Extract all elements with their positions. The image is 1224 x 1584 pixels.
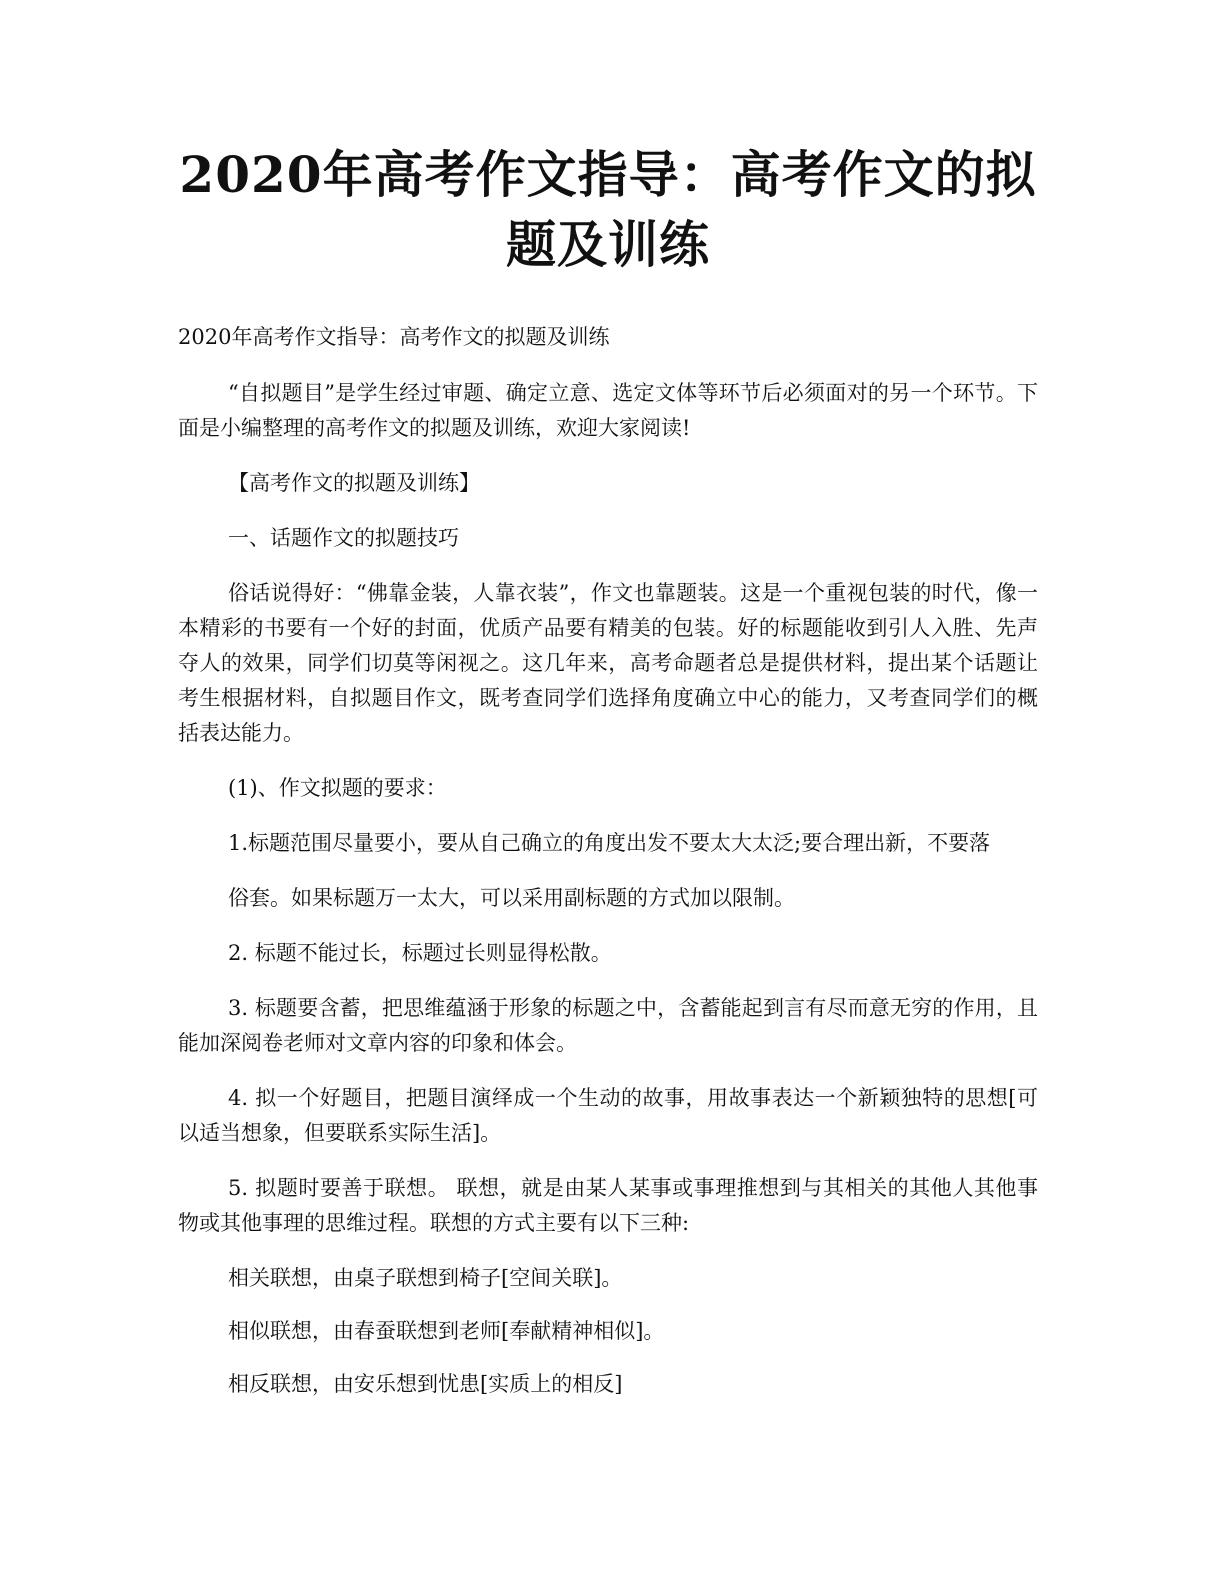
paragraph-requirements-heading: (1)、作文拟题的要求： (228, 776, 447, 800)
paragraph-section-heading: 【高考作文的拟题及训练】 (228, 471, 480, 495)
document-page (178, 140, 1038, 1420)
paragraph-association-similar: 相似联想，由春蚕联想到老师[奉献精神相似]。 (228, 1319, 665, 1343)
paragraph-association-related: 相关联想，由桌子联想到椅子[空间关联]。 (228, 1266, 623, 1290)
paragraph-item-1: 1.标题范围尽量要小，要从自己确立的角度出发不要太大太泛;要合理出新，不要落 (228, 831, 991, 855)
paragraph-item-1-cont: 俗套。如果标题万一太大，可以采用副标题的方式加以限制。 (228, 886, 795, 910)
paragraph-item-5: 5. 拟题时要善于联想。 联想，就是由某人某事或事理推想到与其相关的其他人其他事物或其他事理的思维过程。联想的方式主要有以下三种: (178, 1176, 1038, 1235)
paragraph-intro: “自拟题目”是学生经过审题、确定立意、选定文体等环节后必须面对的另一个环节。下面是小编整理的高考作文的拟题及训练，欢迎大家阅读! (178, 381, 1038, 440)
paragraph-item-3: 3. 标题要含蓄，把思维蕴涵于形象的标题之中，含蓄能起到言有尽而意无穷的作用，且能加深阅卷老师对文章内容的印象和体会。 (178, 996, 1038, 1055)
paragraph-item-4: 4. 拟一个好题目，把题目演绎成一个生动的故事，用故事表达一个新颖独特的思想[可以适当想象，但要联系实际生活]。 (178, 1086, 1038, 1145)
paragraph-heading-one: 一、话题作文的拟题技巧 (228, 526, 459, 550)
paragraph-body: 俗话说得好：“佛靠金装，人靠衣装”，作文也靠题装。这是一个重视包装的时代，像一本精彩的书要有一个好的封面，优质产品要有精美的包装。好的标题能收到引人入胜、先声夺人的效果，同学们切莫等闲视之。这几年来，高考命题者总是提供材料，提出某个话题让考生根据材料，自拟题目作文，既考查同学们选择角度确立中心的能力，又考查同学们的概括表达能力。 (178, 581, 1038, 745)
document-subtitle: 2020年高考作文指导：高考作文的拟题及训练 (178, 325, 610, 349)
paragraph-association-opposite: 相反联想，由安乐想到忧患[实质上的相反] (228, 1372, 623, 1396)
paragraph-item-2: 2. 标题不能过长，标题过长则显得松散。 (228, 941, 612, 965)
document-title: 2020年高考作文指导：高考作文的拟题及训练 (179, 145, 1037, 274)
